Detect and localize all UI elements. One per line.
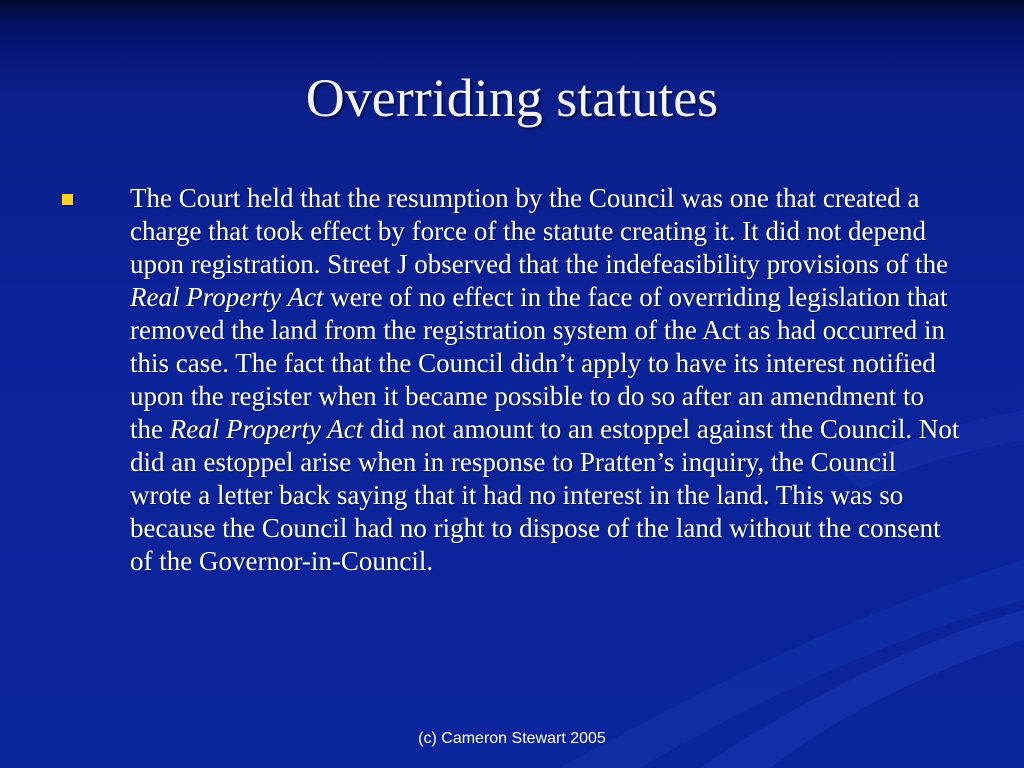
bullet-text-part-3: did not amount to an estoppel against the Council. Not did an estoppel arise when in response to Pratten’s inquiry, the Council wrote a letter back saying that it had no interest in the land. This was so because the Council had no right to dispose of the land without the consent of the Governor-in-Council. [130,414,960,576]
bullet-text [130,182,962,578]
bullet-text-part-1: The Court held that the resumption by the Council was one that created a charge that took effect by force of the statute creating it. It did not depend upon registration. Street J observed that the indefeasibility provisions of the [130,183,949,279]
act-name-italic-1: Real Property Act [130,282,324,312]
slide-title: Overriding statutes [305,68,719,128]
act-name-italic-2: Real Property Act [169,414,364,444]
footer-copyright: (c) Cameron Stewart 2005 [418,730,606,747]
square-bullet-icon [62,194,73,205]
bullet-text-part-2: were of no effect in the face of overriding legislation that removed the land from the registration system of the Act as had occurred in this case. The fact that the Council didn’t apply to have its interest notified upon the register when it became possible to do so after an amendment to the [130,282,948,444]
